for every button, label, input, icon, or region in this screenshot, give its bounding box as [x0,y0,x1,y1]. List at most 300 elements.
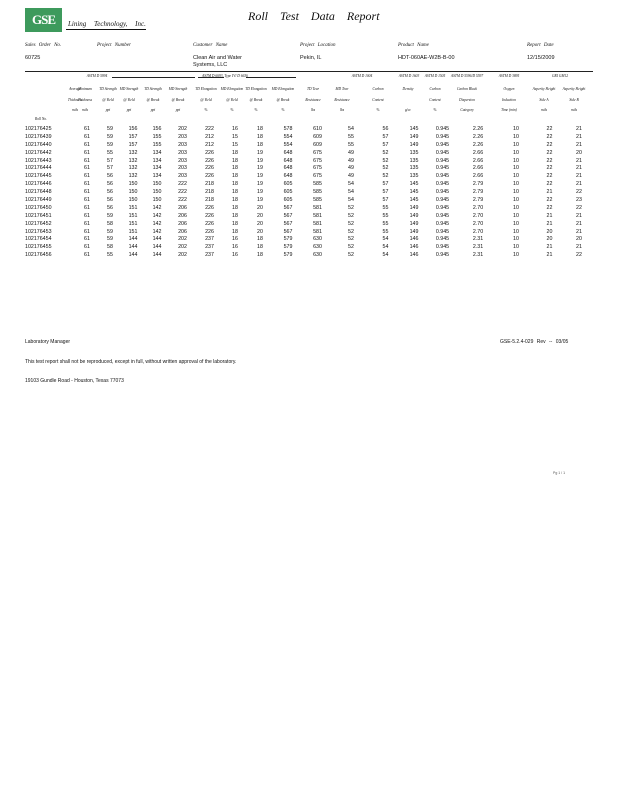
table-cell: 10 [513,252,519,259]
table-cell: 2.70 [472,212,484,219]
table-cell: 59 [107,141,113,148]
table-cell: 578 [283,125,293,132]
column-unit: ppi [150,108,156,112]
reproduction-notice: This test report shall not be reproduced, except in full, without written approval of the laboratory. [25,359,237,365]
laboratory-manager: Laboratory Manager [25,339,71,345]
column-unit: ppi [126,108,132,112]
table-cell: 19 [257,173,263,180]
table-row [25,243,593,251]
table-cell: 22 [546,133,553,140]
table-cell: 57 [382,141,389,148]
table-cell: 0.945 [435,181,450,188]
table-cell: 21 [576,244,582,251]
column-unit: % [204,108,208,112]
table-cell: 19 [257,189,263,196]
table-cell: 132 [128,173,138,180]
table-row [25,172,593,180]
location-value: Pekin, IL [300,55,322,61]
table-cell: 10 [513,244,519,251]
table-cell: 15 [232,141,238,148]
table-cell: 630 [313,252,322,259]
table-cell: 58 [107,220,113,227]
table-cell: 19 [257,196,263,203]
column-name-line2: Resistance [334,98,350,102]
table-cell: 237 [205,236,214,243]
table-cell: 145 [409,181,419,188]
table-cell: 18 [257,125,263,132]
roll-number-cell: 102176450 [25,204,52,211]
column-unit: Category [460,108,474,112]
table-cell: 18 [232,157,238,164]
table-cell: 2.70 [472,204,484,211]
table-cell: 218 [205,181,214,188]
table-cell: 52 [382,173,389,180]
table-cell: 226 [205,228,214,235]
table-row [25,204,593,212]
table-cell: 149 [409,212,419,219]
table-cell: 2.26 [472,141,484,148]
table-cell: 54 [348,125,354,132]
roll-number-cell: 102176451 [25,212,52,219]
table-cell: 145 [409,196,419,203]
column-name: Carbon Black [456,87,478,91]
table-cell: 2.26 [472,133,484,140]
table-cell: 0.945 [435,125,450,132]
table-cell: 20 [257,204,263,211]
table-cell: 554 [283,133,293,140]
table-row [25,125,593,133]
table-cell: 151 [128,228,138,235]
table-cell: 10 [513,149,519,156]
group-rule [155,77,195,78]
product-value: HDT-060AE-W2B-B-00 [398,55,455,61]
table-cell: 609 [313,133,322,140]
table-cell: 58 [107,244,113,251]
table-cell: 10 [513,204,519,211]
table-cell: 18 [232,189,238,196]
table-cell: 18 [232,204,238,211]
group-heading: ASTM D 3895 [498,74,520,78]
table-cell: 605 [283,181,293,188]
table-row [25,164,593,172]
project-number-label: Project Number [97,43,131,48]
report-title: Roll Test Data Report [248,9,380,23]
table-cell: 52 [348,252,354,259]
table-cell: 61 [84,125,90,132]
table-cell: 630 [313,236,322,243]
table-cell: 61 [84,141,90,148]
table-cell: 54 [348,196,354,203]
column-name-line2: Content [372,98,384,102]
roll-number-cell: 102176446 [25,181,52,188]
column-unit: % [433,108,437,112]
table-cell: 18 [232,181,238,188]
column-unit: lbs [310,108,316,112]
table-cell: 134 [152,165,162,172]
table-cell: 610 [313,125,322,132]
table-cell: 15 [232,133,238,140]
table-cell: 212 [205,141,214,148]
form-number: GSE-5.2.4-029 Rev -- 03/05 [500,339,569,345]
table-cell: 226 [205,204,214,211]
table-cell: 203 [178,165,187,172]
table-cell: 2.31 [472,236,484,243]
table-cell: 226 [205,149,214,156]
table-cell: 0.945 [435,252,450,259]
table-cell: 150 [128,196,138,203]
lab-address: 19103 Gundle Road - Houston, Texas 77073 [25,378,124,384]
table-cell: 142 [152,220,162,227]
column-name: TD Elongation [245,87,267,91]
table-cell: 54 [382,236,389,243]
table-cell: 10 [513,220,519,227]
table-row [25,149,593,157]
table-cell: 56 [107,181,113,188]
table-cell: 2.70 [472,228,484,235]
roll-number-cell: 102176445 [25,173,52,180]
group-heading: GRI GM12 [551,74,569,78]
table-cell: 226 [205,212,214,219]
table-row [25,141,593,149]
table-cell: 567 [283,228,293,235]
table-cell: 21 [546,252,553,259]
table-cell: 134 [152,157,162,164]
table-cell: 156 [152,125,162,132]
table-cell: 18 [232,165,238,172]
table-cell: 18 [257,252,263,259]
table-cell: 61 [84,189,90,196]
table-cell: 16 [232,125,238,132]
table-cell: 61 [84,173,90,180]
table-row [25,251,593,259]
table-cell: 61 [84,244,90,251]
table-cell: 218 [205,189,214,196]
table-cell: 61 [84,165,90,172]
table-cell: 21 [546,220,553,227]
column-unit: mils [82,108,88,112]
column-name: Density [402,87,414,91]
table-cell: 146 [409,252,419,259]
table-cell: 56 [107,173,113,180]
table-cell: 206 [178,204,187,211]
table-cell: 132 [128,165,138,172]
table-cell: 0.945 [435,173,450,180]
table-cell: 203 [178,157,187,164]
table-cell: 22 [546,149,553,156]
column-name-line2: @ Yield [226,98,238,102]
table-cell: 22 [546,157,553,164]
column-name: Asperity Height [532,87,556,91]
table-cell: 22 [576,204,582,211]
table-cell: 52 [348,212,354,219]
table-cell: 144 [152,236,162,243]
table-cell: 20 [257,220,263,227]
table-cell: 2.31 [472,244,484,251]
column-name-line2: @ Break [171,98,185,102]
column-name: Asperity Height [562,87,586,91]
table-cell: 0.945 [435,157,450,164]
table-cell: 18 [257,236,263,243]
table-cell: 55 [382,228,389,235]
table-cell: 144 [152,244,162,251]
column-unit: mils [541,108,547,112]
roll-number-cell: 102176443 [25,157,52,164]
table-cell: 2.31 [472,252,484,259]
table-cell: 21 [576,133,582,140]
table-cell: 567 [283,204,293,211]
table-cell: 21 [576,181,582,188]
table-cell: 2.66 [472,165,484,172]
roll-number-cell: 102176454 [25,236,52,243]
table-cell: 52 [382,157,389,164]
table-cell: 206 [178,212,187,219]
column-name: Oxygen [503,87,515,91]
table-cell: 0.945 [435,228,450,235]
table-cell: 21 [576,212,582,219]
table-cell: 10 [513,157,519,164]
column-name: MD Strength [168,87,188,91]
table-cell: 132 [128,157,138,164]
table-cell: 18 [232,220,238,227]
table-cell: 0.945 [435,141,450,148]
table-cell: 52 [382,165,389,172]
table-cell: 21 [576,125,582,132]
table-cell: 55 [348,133,354,140]
table-cell: 55 [107,149,113,156]
table-cell: 61 [84,157,90,164]
table-cell: 18 [232,173,238,180]
table-cell: 21 [576,157,582,164]
table-cell: 22 [546,196,553,203]
table-cell: 585 [313,189,322,196]
roll-number-cell: 102176453 [25,228,52,235]
table-cell: 2.70 [472,220,484,227]
table-row [25,196,593,204]
table-cell: 2.66 [472,149,484,156]
group-heading: ASTM D 1603 [398,74,420,78]
table-cell: 156 [128,125,138,132]
table-cell: 21 [576,220,582,227]
table-cell: 22 [576,252,582,259]
table-cell: 132 [128,149,138,156]
table-cell: 567 [283,220,293,227]
table-cell: 142 [152,204,162,211]
table-cell: 149 [409,141,419,148]
table-cell: 2.66 [472,157,484,164]
table-cell: 150 [152,189,162,196]
table-cell: 203 [178,141,187,148]
column-name: TD Elongation [195,87,217,91]
report-date-label: Report Date [527,43,554,48]
table-cell: 0.945 [435,220,450,227]
table-row [25,133,593,141]
table-row [25,228,593,236]
table-cell: 20 [546,228,553,235]
table-cell: 61 [84,149,90,156]
table-cell: 605 [283,189,293,196]
table-cell: 16 [232,252,238,259]
table-cell: 0.945 [435,133,450,140]
column-name-line2: Thickness [77,98,93,102]
table-cell: 0.945 [435,196,450,203]
table-cell: 203 [178,133,187,140]
table-cell: 10 [513,196,519,203]
table-cell: 21 [546,212,553,219]
table-cell: 10 [513,181,519,188]
table-cell: 2.79 [472,189,484,196]
table-cell: 61 [84,181,90,188]
table-cell: 19 [257,149,263,156]
table-cell: 20 [576,149,582,156]
company-underline [66,29,146,30]
table-cell: 49 [348,173,354,180]
column-name-line2: Induction [502,98,516,102]
group-heading: ASTM D 1004 [351,74,373,78]
table-cell: 2.26 [472,125,484,132]
table-cell: 54 [348,189,354,196]
location-label: Project Location [300,43,336,48]
table-cell: 202 [178,252,187,259]
table-cell: 49 [348,149,354,156]
table-cell: 151 [128,220,138,227]
table-cell: 0.945 [435,204,450,211]
table-cell: 579 [283,244,293,251]
table-cell: 57 [107,165,113,172]
table-cell: 145 [409,189,419,196]
table-cell: 21 [546,244,553,251]
column-name-line2: Side B [569,98,579,102]
roll-number-cell: 102176449 [25,196,52,203]
table-cell: 22 [576,189,582,196]
table-cell: 222 [205,125,214,132]
header-separator [25,71,593,72]
table-cell: 22 [546,173,553,180]
table-cell: 648 [283,173,293,180]
table-cell: 150 [152,196,162,203]
column-unit: % [230,108,234,112]
table-cell: 675 [313,157,322,164]
table-cell: 0.945 [435,165,450,172]
table-cell: 648 [283,157,293,164]
column-name-line2: @ Yield [200,98,212,102]
table-cell: 675 [313,149,322,156]
table-cell: 0.945 [435,236,450,243]
roll-number-cell: 102176455 [25,244,52,251]
table-cell: 146 [409,236,419,243]
table-cell: 144 [152,252,162,259]
table-cell: 605 [283,196,293,203]
column-unit: Time (min) [501,108,517,112]
roll-number-cell: 102176439 [25,133,52,140]
table-cell: 61 [84,252,90,259]
table-cell: 61 [84,212,90,219]
table-cell: 55 [382,212,389,219]
table-cell: 157 [128,141,138,148]
table-cell: 61 [84,220,90,227]
table-cell: 57 [382,133,389,140]
sales-order-value: 60725 [25,55,41,61]
table-cell: 20 [546,236,553,243]
roll-number-cell: 102176448 [25,189,52,196]
table-cell: 22 [546,165,553,172]
column-name: MD Strength [119,87,139,91]
table-cell: 59 [107,133,113,140]
sales-order-label: Sales Order No. [25,43,62,48]
table-cell: 19 [257,181,263,188]
table-cell: 581 [313,204,322,211]
column-unit: mils [571,108,577,112]
table-row [25,220,593,228]
table-cell: 57 [107,157,113,164]
table-cell: 567 [283,212,293,219]
table-cell: 0.945 [435,244,450,251]
table-cell: 202 [178,236,187,243]
table-cell: 61 [84,196,90,203]
table-cell: 2.79 [472,181,484,188]
customer-value: Clean Air and Water Systems, LLC [193,55,243,68]
table-cell: 10 [513,141,519,148]
table-cell: 0.945 [435,149,450,156]
table-cell: 52 [348,228,354,235]
table-cell: 18 [232,149,238,156]
roll-number-header: Roll No. [35,117,47,121]
table-cell: 55 [382,204,389,211]
table-cell: 145 [409,125,419,132]
table-cell: 52 [382,149,389,156]
table-cell: 52 [348,236,354,243]
table-cell: 55 [348,141,354,148]
table-cell: 135 [409,149,419,156]
group-heading: ASTM D 1505 [424,74,446,78]
column-name: MD Tear [335,87,349,91]
table-cell: 0.945 [435,189,450,196]
table-cell: 16 [232,236,238,243]
table-cell: 56 [107,196,113,203]
table-cell: 2.66 [472,173,484,180]
column-unit: ppi [105,108,111,112]
table-cell: 609 [313,141,322,148]
table-cell: 134 [152,173,162,180]
table-cell: 157 [128,133,138,140]
table-cell: 52 [348,220,354,227]
table-cell: 0.945 [435,212,450,219]
column-name-line2: @ Break [276,98,290,102]
table-cell: 10 [513,133,519,140]
table-cell: 23 [576,196,582,203]
table-cell: 135 [409,165,419,172]
table-cell: 226 [205,165,214,172]
table-cell: 226 [205,173,214,180]
table-cell: 49 [348,157,354,164]
table-cell: 54 [348,181,354,188]
page-number: Pg 1 / 1 [553,471,566,475]
table-cell: 59 [107,228,113,235]
column-name-line2: Side A [539,98,549,102]
table-cell: 222 [178,181,187,188]
table-cell: 142 [152,212,162,219]
roll-number-cell: 102176425 [25,125,52,132]
table-cell: 52 [348,204,354,211]
table-cell: 630 [313,244,322,251]
column-unit: lbs [339,108,345,112]
column-name: TD Tear [307,87,319,91]
table-cell: 149 [409,204,419,211]
table-cell: 144 [128,244,138,251]
company-logo: GSE [25,8,62,32]
table-row [25,180,593,188]
column-name: MD Elongation [271,87,295,91]
table-cell: 22 [546,125,553,132]
